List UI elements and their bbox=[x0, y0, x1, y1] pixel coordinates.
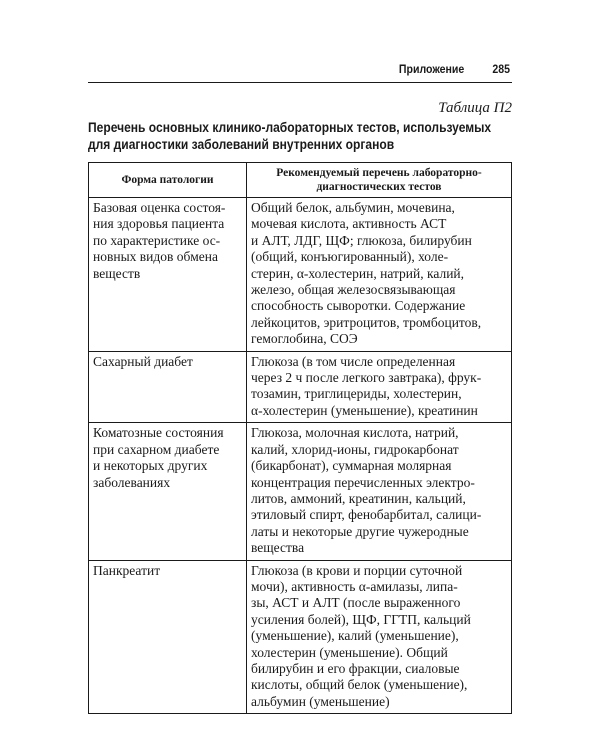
lab-tests-table bbox=[88, 162, 512, 714]
table-row bbox=[89, 423, 512, 560]
pathology-cell: Коматозные состояния при сахарном диабете и некоторых других заболеваниях bbox=[89, 423, 247, 560]
table-title: Перечень основных клинико-лабораторных тестов, используемых для диагностики заболеваний внутренних органов bbox=[88, 119, 492, 152]
tests-cell: Глюкоза (в том числе определенная через 2 ч после легкого завтрака), фрук- тозамин, триглицериды, холестерин, α-холестерин (уменьшение), креатинин bbox=[247, 351, 512, 423]
header-rule bbox=[88, 82, 512, 83]
table-row bbox=[89, 351, 512, 423]
tests-cell: Общий белок, альбумин, мочевина, мочевая кислота, активность АСТ и АЛТ, ЛДГ, ЩФ; глюкоза, билирубин (общий, конъюгированный), холе- стерин, α-холестерин, натрий, калий, железо, общая железосвязывающая способность сыворотки. Содержание лейкоцитов, эритроцитов, тромбоцитов, гемоглобина, СОЭ bbox=[247, 198, 512, 352]
tests-cell: Глюкоза, молочная кислота, натрий, калий, хлорид-ионы, гидрокарбонат (бикарбонат), суммарная молярная концентрация перечисленных электро- литов, аммоний, креатинин, кальций, этиловый спирт, фенобарбитал, салици- латы и некоторые другие чужеродные вещества bbox=[247, 423, 512, 560]
running-head bbox=[88, 62, 512, 82]
page-number: 285 bbox=[492, 62, 510, 76]
table-label: Таблица П2 bbox=[438, 100, 512, 116]
pathology-cell: Сахарный диабет bbox=[89, 351, 247, 423]
column-header-pathology: Форма патологии bbox=[89, 163, 247, 198]
section-title: Приложение bbox=[398, 62, 464, 76]
column-header-tests: Рекомендуемый перечень лабораторно- диагностических тестов bbox=[247, 163, 512, 198]
table-header-row bbox=[89, 163, 512, 198]
tests-cell: Глюкоза (в крови и порции суточной мочи), активность α-амилазы, липа- зы, АСТ и АЛТ (после выраженного усиления болей), ЩФ, ГГТП, кальций (уменьшение), калий (уменьшение), холестерин (уменьшение). Общий билирубин и его фракции, сиаловые кислоты, общий белок (уменьшение), альбумин (уменьшение) bbox=[247, 560, 512, 714]
pathology-cell: Базовая оценка состоя- ния здоровья пациента по характеристике ос- новных видов обмена веществ bbox=[89, 198, 247, 352]
table-row bbox=[89, 560, 512, 714]
table-row bbox=[89, 198, 512, 352]
pathology-cell: Панкреатит bbox=[89, 560, 247, 714]
